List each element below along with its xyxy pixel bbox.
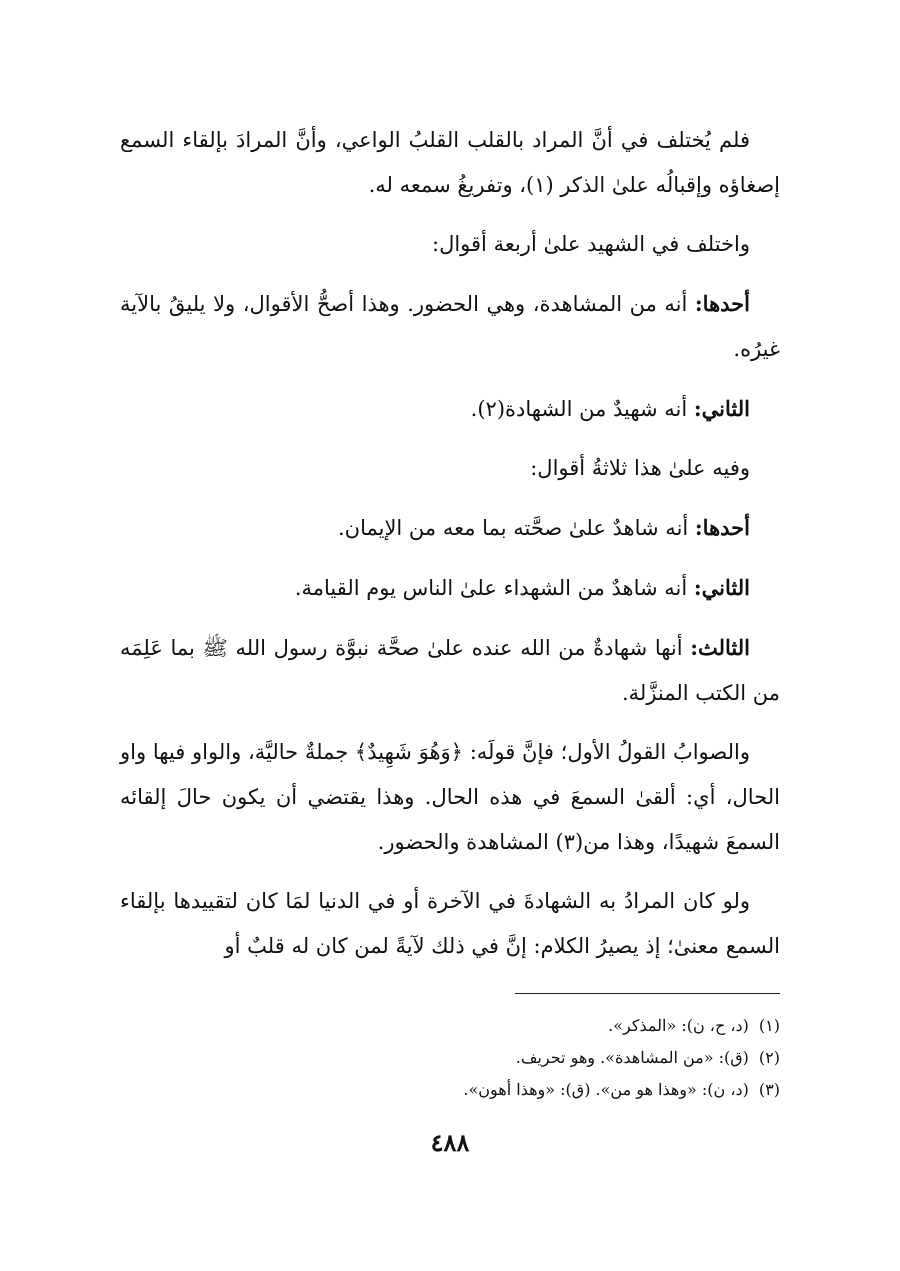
footnote-3-number: (٣) — [758, 1080, 780, 1099]
paragraph-10-text: ولو كان المرادُ به الشهادةَ في الآخرة أو في الدنيا لمَا كان لتقييدها بإلقاء السمع معنىٰ؛ إذ يصيرُ الكلام: إنَّ في ذلك لآيةً لمن كان له قلبٌ أو — [120, 889, 780, 958]
main-text — [120, 118, 780, 983]
footnote-3-text: (د، ن): «وهذا هو من». (ق): «وهذا أهون». — [463, 1080, 749, 1099]
paragraph-3-lead: أحدها: — [694, 291, 750, 316]
paragraph-8-text: أنها شهادةٌ من الله عنده علىٰ صحَّة نبوَّة رسول الله ﷺ بما عَلِمَه من الكتب المنزَّلة. — [120, 636, 780, 705]
paragraph-6-text: أنه شاهدٌ علىٰ صحَّته بما معه من الإيمان. — [337, 516, 695, 540]
paragraph-9 — [120, 730, 780, 865]
paragraph-6-lead: أحدها: — [694, 515, 750, 540]
paragraph-5-text: وفيه علىٰ هذا ثلاثةُ أقوال: — [530, 456, 750, 480]
paragraph-3-text: أنه من المشاهدة، وهي الحضور. وهذا أصحُّ الأقوال، ولا يليقُ بالآية غيرُه. — [120, 292, 780, 361]
paragraph-5 — [120, 446, 780, 491]
footnotes — [120, 1010, 780, 1106]
paragraph-7-text: أنه شاهدٌ من الشهداء علىٰ الناس يوم القيامة. — [294, 576, 694, 600]
paragraph-3 — [120, 281, 780, 372]
paragraph-4-text: أنه شهيدٌ من الشهادة(٢). — [470, 397, 694, 421]
footnote-divider — [515, 993, 780, 994]
footnote-1-text: (د، ح، ن): «المذكر». — [608, 1016, 749, 1035]
footnote-2-number: (٢) — [758, 1048, 780, 1067]
paragraph-9-text: والصوابُ القولُ الأول؛ فإنَّ قولَه: ﴿وَهُوَ شَهِيدٌ﴾ جملةٌ حاليَّة، والواو فيها واو الحال، أي: ألقىٰ السمعَ في هذه الحال. وهذا يقتضي أن يكون حالَ إلقائه السمعَ شهيدًا، وهذا من(٣) المشاهدة والحضور. — [120, 740, 780, 854]
paragraph-2-text: واختلف في الشهيد علىٰ أربعة أقوال: — [432, 232, 750, 256]
footnote-2-text: (ق): «من المشاهدة». وهو تحريف. — [515, 1048, 749, 1067]
paragraph-8-lead: الثالث: — [690, 635, 750, 660]
paragraph-4 — [120, 386, 780, 432]
footnote-2 — [120, 1042, 780, 1074]
paragraph-10 — [120, 879, 780, 969]
footnote-1-number: (١) — [758, 1016, 780, 1035]
paragraph-4-lead: الثاني: — [693, 396, 750, 421]
paragraph-1 — [120, 118, 780, 208]
paragraph-8 — [120, 625, 780, 716]
paragraph-6 — [120, 505, 780, 551]
paragraph-1-text: فلم يُختلف في أنَّ المراد بالقلب القلبُ الواعي، وأنَّ المرادَ بإلقاء السمع إصغاؤه وإقبالُه علىٰ الذكر (١)، وتفريغُ سمعه له. — [120, 128, 780, 197]
footnote-3 — [120, 1074, 780, 1106]
page-number: ٤٨٨ — [430, 1128, 470, 1157]
footnote-1 — [120, 1010, 780, 1042]
paragraph-7 — [120, 565, 780, 611]
paragraph-2 — [120, 222, 780, 267]
paragraph-7-lead: الثاني: — [693, 575, 750, 600]
